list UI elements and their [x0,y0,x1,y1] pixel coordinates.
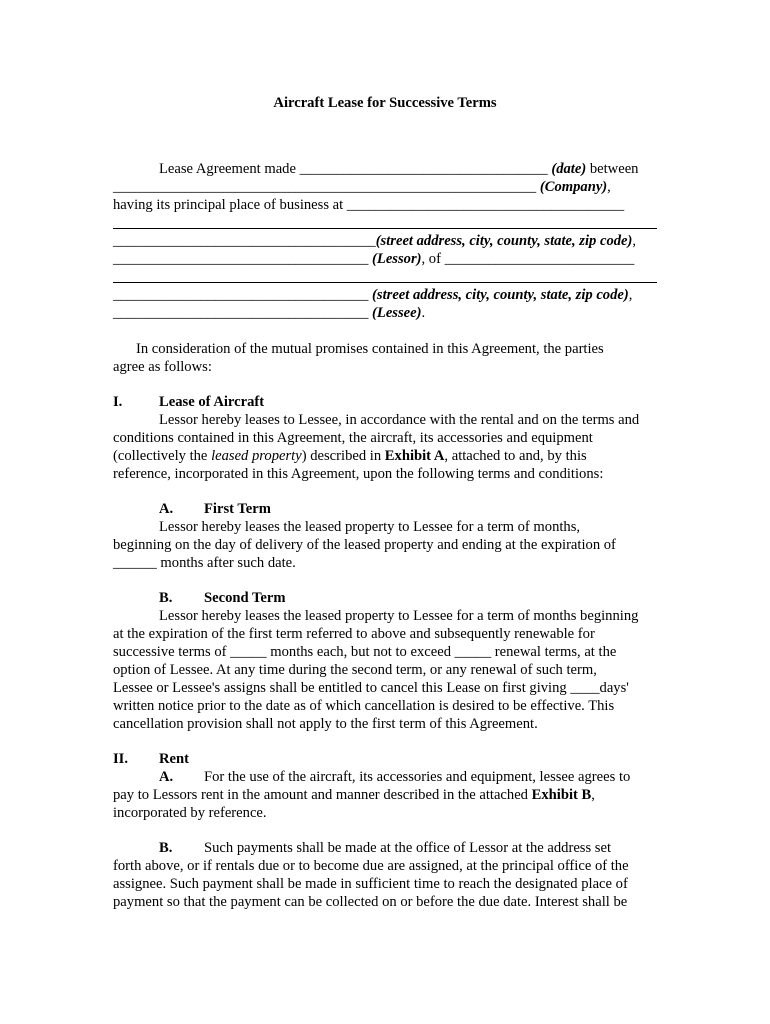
document-title: Aircraft Lease for Successive Terms [273,95,497,111]
blank-rule [113,282,657,283]
section-1-heading: I. Lease of Aircraft [113,394,265,410]
subsection-b-line-1: Lessor hereby leases the leased property to Lessee for a term of months beginning [159,608,639,624]
section-2-b-line-2: forth above, or if rentals due or to become due are assigned, at the principal office of the [113,858,629,874]
section-2-heading: II. Rent [113,751,189,767]
section-2-b-line-4: payment so that the payment can be collected on or before the due date. Interest shall be [113,894,628,910]
subsection-a-heading: A. First Term [159,501,271,517]
section-2-a-line-3: incorporated by reference. [113,805,267,821]
subsection-a-line-2: beginning on the day of delivery of the leased property and ending at the expiration of [113,537,616,553]
subsection-b-line-2: at the expiration of the first term referred to above and subsequently renewable for [113,626,595,642]
section-1-line-3: (collectively the leased property) described in Exhibit A, attached to and, by this [113,448,587,464]
subsection-b-line-7: cancellation provision shall not apply to the first term of this Agreement. [113,716,538,732]
header-line-7: ___________________________________ (Lessee). [113,305,426,321]
header-line-3: having its principal place of business at ______________________________________ [113,197,625,213]
section-2-a-line-1: A. For the use of the aircraft, its accessories and equipment, lessee agrees to [159,769,631,785]
subsection-a-line-1: Lessor hereby leases the leased property to Lessee for a term of months, [159,519,581,535]
section-2-a-line-2: pay to Lessors rent in the amount and manner described in the attached Exhibit B, [113,787,595,803]
header-line-5: ___________________________________ (Lessor), of __________________________ [113,251,635,267]
consideration-line-2: agree as follows: [113,359,212,375]
section-1-line-4: reference, incorporated in this Agreement, upon the following terms and conditions: [113,466,604,482]
subsection-b-line-3: successive terms of _____ months each, but not to exceed _____ renewal terms, at the [113,644,617,660]
subsection-b-line-4: option of Lessee. At any time during the second term, or any renewal of such term, [113,662,597,678]
blank-rule [113,228,657,229]
header-line-4: ____________________________________(street address, city, county, state, zip code), [113,233,637,249]
section-1-line-1: Lessor hereby leases to Lessee, in accordance with the rental and on the terms and [159,412,640,428]
subsection-a-line-3: ______ months after such date. [113,555,296,571]
section-2-b-line-1: B. Such payments shall be made at the office of Lessor at the address set [159,840,612,856]
section-1-line-2: conditions contained in this Agreement, the aircraft, its accessories and equipment [113,430,593,446]
subsection-b-heading: B. Second Term [159,590,286,606]
header-line-1: Lease Agreement made __________________________________ (date) between [159,161,639,177]
header-line-2: __________________________________________________________ (Company), [113,179,611,195]
subsection-b-line-6: written notice prior to the date as of which cancellation is desired to be effective. This [113,698,615,714]
section-2-b-line-3: assignee. Such payment shall be made in sufficient time to reach the designated place of [113,876,628,892]
header-line-6: ___________________________________ (street address, city, county, state, zip code), [113,287,633,303]
subsection-b-line-5: Lessee or Lessee's assigns shall be entitled to cancel this Lease on first giving ____days' [113,680,629,696]
consideration-line-1: In consideration of the mutual promises contained in this Agreement, the parties [136,341,604,357]
